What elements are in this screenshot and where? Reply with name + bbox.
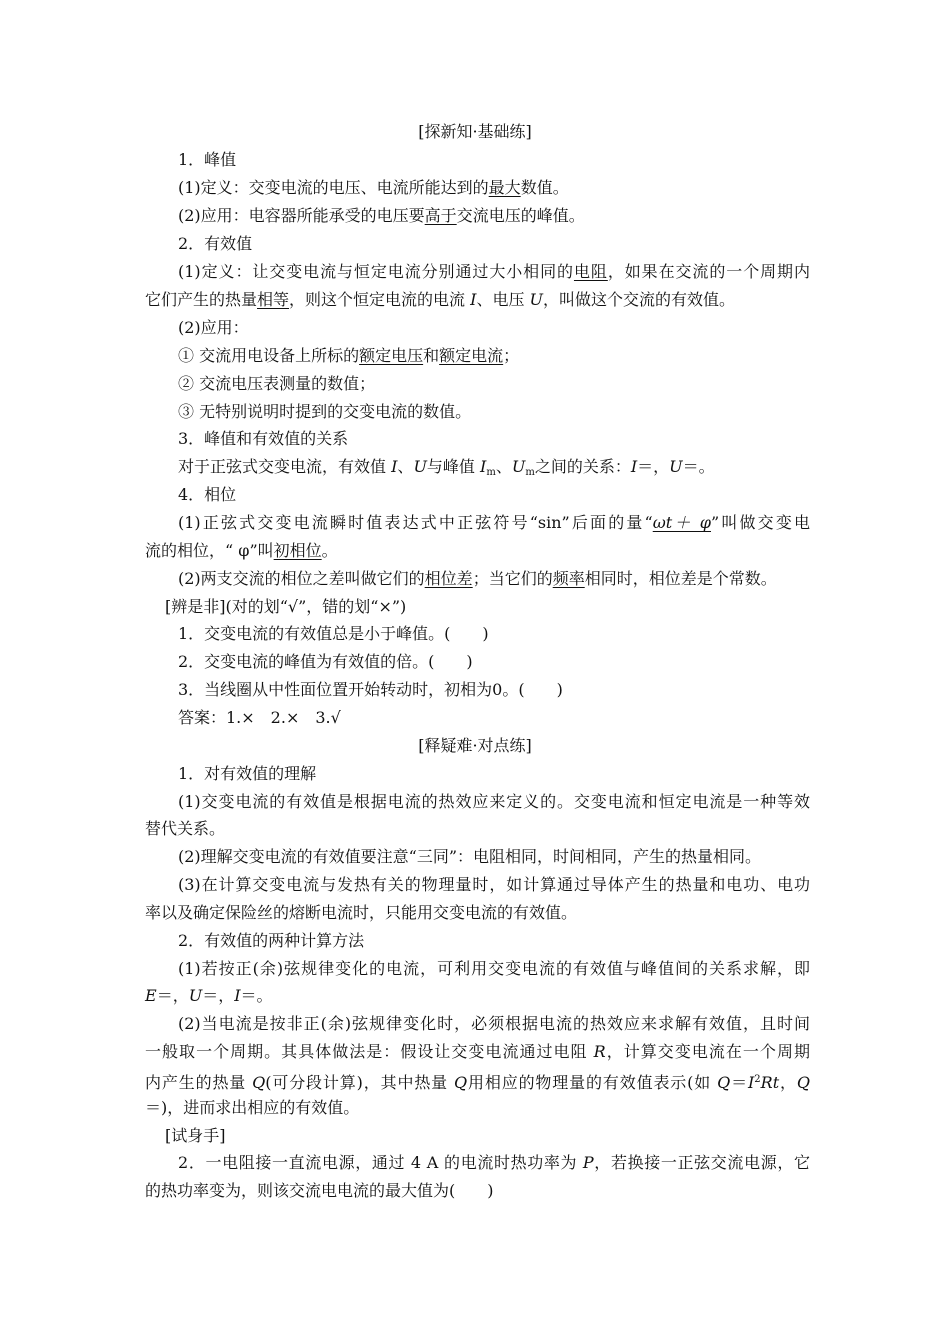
paragraph-method-1: (1)若按正(余)弦规律变化的电流，可利用交变电流的有效值与峰值间的关系求解，即 — [178, 959, 810, 978]
paragraph-peak-application: (2)应用：电容器所能承受的电压要高于交流电压的峰值。 — [178, 206, 585, 225]
paragraph-method-1-cont: E＝，U＝，I＝。 — [145, 986, 273, 1005]
section-title-difficulty: [释疑难·对点练] — [418, 736, 532, 755]
answer-blank: 频率 — [552, 569, 585, 588]
paragraph-effective-definition: (1)定义：让交变电流与恒定电流分别通过大小相同的电阻，如果在交流的一个周期内 — [178, 262, 810, 281]
list-item-2: ② 交流电压表测量的数值； — [178, 374, 376, 393]
try-question: 2．一电阻接一直流电源，通过 4 A 的电流时热功率为 P，若换接一正弦交流电源，它 — [178, 1153, 810, 1172]
answer-blank: 相等 — [257, 290, 290, 309]
paragraph-phase-difference: (2)两支交流的相位之差叫做它们的相位差；当它们的频率相同时，相位差是个常数。 — [178, 569, 777, 588]
section-title-basic: [探新知·基础练] — [418, 122, 532, 141]
paragraph-understanding-3-cont: 率以及确定保险丝的熔断电流时，只能用交变电流的有效值。 — [145, 903, 578, 922]
answer-blank: 初相位 — [273, 541, 322, 560]
paragraph-effective-application: (2)应用： — [178, 318, 249, 337]
answer-blank: 最大 — [488, 178, 521, 197]
heading-effective-value: 2．有效值 — [178, 234, 253, 253]
paragraph-method-2-cont2: 内产生的热量 Q(可分段计算)，其中热量 Q用相应的物理量的有效值表示(如 $Q=I^2Rt$，Q — [145, 1073, 810, 1092]
judge-question-3: 3．当线圈从中性面位置开始转动时，初相为0。( ) — [178, 680, 563, 699]
judge-question-1: 1．交变电流的有效值总是小于峰值。( ) — [178, 624, 489, 643]
paragraph-peak-definition: (1)定义：交变电流的电压、电流所能达到的最大数值。 — [178, 178, 569, 197]
answer-blank: 高于 — [424, 206, 457, 225]
answer-blank: 电阻 — [573, 262, 608, 281]
heading-peak-value: 1．峰值 — [178, 150, 237, 169]
list-item-1: ① 交流用电设备上所标的额定电压和额定电流； — [178, 346, 520, 365]
heading-methods: 2．有效值的两种计算方法 — [178, 931, 365, 950]
judge-question-2: 2．交变电流的峰值为有效值的倍。( ) — [178, 652, 473, 671]
paragraph-method-2: (2)当电流是按非正(余)弦规律变化时，必须根据电流的热效应来求解有效值，且时间 — [178, 1014, 810, 1033]
paragraph-effective-definition-cont: 它们产生的热量相等，则这个恒定电流的电流 I、电压 U，叫做这个交流的有效值。 — [145, 290, 736, 309]
judge-answer: 答案：1.× 2.× 3.√ — [178, 708, 341, 727]
try-question-cont: 的热功率变为，则该交流电电流的最大值为( ) — [145, 1181, 494, 1200]
paragraph-relation: 对于正弦式交变电流，有效值 I、U与峰值 Im、Um之间的关系：I＝，U＝。 — [178, 457, 715, 478]
try-label: [试身手] — [165, 1126, 226, 1145]
answer-blank: 相位差 — [424, 569, 473, 588]
answer-blank: ωt＋ φ — [652, 513, 711, 532]
paragraph-phase-definition: (1)正弦式交变电流瞬时值表达式中正弦符号“sin”后面的量“ωt＋ φ”叫做交变电 — [178, 513, 810, 532]
paragraph-understanding-1-cont: 替代关系。 — [145, 819, 226, 838]
paragraph-understanding-2: (2)理解交变电流的有效值要注意“三同”：电阻相同，时间相同，产生的热量相同。 — [178, 847, 762, 866]
judge-intro: [辨是非](对的划“√”，错的划“×”) — [165, 597, 407, 616]
heading-understanding: 1．对有效值的理解 — [178, 764, 317, 783]
paragraph-phase-definition-cont: 流的相位，“ φ”叫初相位。 — [145, 541, 338, 560]
heading-relation: 3．峰值和有效值的关系 — [178, 429, 349, 448]
paragraph-method-2-cont: 一般取一个周期。其具体做法是：假设让交变电流通过电阻 R，计算交变电流在一个周期 — [145, 1042, 810, 1061]
heading-phase: 4．相位 — [178, 485, 237, 504]
list-item-3: ③ 无特别说明时提到的交变电流的数值。 — [178, 402, 472, 421]
paragraph-method-2-cont3: ＝)，进而求出相应的有效值。 — [145, 1098, 360, 1117]
answer-blank: 额定电流 — [439, 346, 504, 365]
paragraph-understanding-3: (3)在计算交变电流与发热有关的物理量时，如计算通过导体产生的热量和电功、电功 — [178, 875, 810, 894]
answer-blank: 额定电压 — [359, 346, 424, 365]
paragraph-understanding-1: (1)交变电流的有效值是根据电流的热效应来定义的。交变电流和恒定电流是一种等效 — [178, 792, 810, 811]
